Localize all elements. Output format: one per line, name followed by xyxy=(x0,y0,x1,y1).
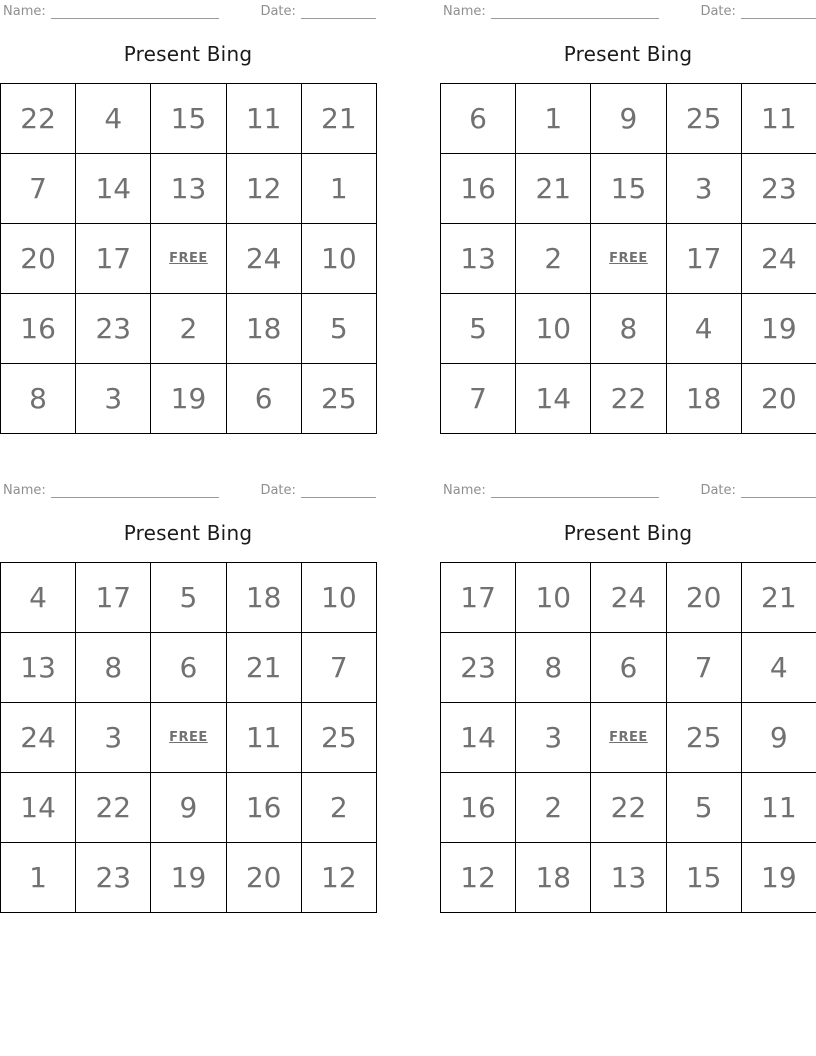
bingo-card-top-right xyxy=(440,0,816,434)
bingo-cell: 11 xyxy=(741,84,816,154)
bingo-cell: 17 xyxy=(441,563,516,633)
bingo-cell: 9 xyxy=(591,84,666,154)
bingo-cell: 7 xyxy=(441,364,516,434)
bingo-cell: 4 xyxy=(76,84,151,154)
bingo-cell: 8 xyxy=(1,364,76,434)
bingo-cell: 6 xyxy=(226,364,301,434)
date-line xyxy=(741,483,816,498)
bingo-cell: 13 xyxy=(441,224,516,294)
bingo-cell: 21 xyxy=(226,633,301,703)
bingo-grid xyxy=(0,83,377,434)
bingo-cell: 16 xyxy=(226,773,301,843)
card-title: Present Bing xyxy=(563,42,693,66)
bingo-cell: 2 xyxy=(516,773,591,843)
bingo-cell: 22 xyxy=(1,84,76,154)
bingo-cell: 21 xyxy=(516,154,591,224)
bingo-row xyxy=(1,703,377,773)
bingo-cell: 24 xyxy=(226,224,301,294)
bingo-row xyxy=(441,154,816,224)
bingo-row xyxy=(441,773,816,843)
name-label: Name: xyxy=(443,483,486,498)
name-line xyxy=(491,483,660,498)
bingo-cell: 25 xyxy=(301,364,376,434)
name-line xyxy=(51,483,220,498)
bingo-cell: 3 xyxy=(76,364,151,434)
date-label: Date: xyxy=(700,483,736,498)
bingo-cell: 11 xyxy=(741,773,816,843)
bingo-cell: 3 xyxy=(76,703,151,773)
card-title: Present Bing xyxy=(123,521,253,545)
bingo-cell: 19 xyxy=(741,294,816,364)
bingo-cell: 4 xyxy=(666,294,741,364)
bingo-row xyxy=(441,563,816,633)
bingo-cell: 9 xyxy=(741,703,816,773)
bingo-row xyxy=(1,563,377,633)
date-label: Date: xyxy=(260,483,296,498)
bingo-cell: 18 xyxy=(226,563,301,633)
bingo-cell: 16 xyxy=(1,294,76,364)
free-cell: FREE xyxy=(151,224,226,294)
bingo-row xyxy=(1,364,377,434)
bingo-cell: 23 xyxy=(741,154,816,224)
bingo-row xyxy=(1,154,377,224)
bingo-cell: 8 xyxy=(516,633,591,703)
bingo-cell: 21 xyxy=(741,563,816,633)
bingo-cell: 11 xyxy=(226,84,301,154)
bingo-cell: 10 xyxy=(516,294,591,364)
bingo-cell: 12 xyxy=(441,843,516,913)
card-title: Present Bing xyxy=(563,521,693,545)
bingo-cell: 8 xyxy=(76,633,151,703)
name-label: Name: xyxy=(3,4,46,19)
bingo-cell: 22 xyxy=(591,364,666,434)
date-line xyxy=(741,4,816,19)
bingo-cell: 25 xyxy=(301,703,376,773)
bingo-cell: 3 xyxy=(666,154,741,224)
bingo-grid xyxy=(440,83,816,434)
bingo-cell: 1 xyxy=(1,843,76,913)
bingo-cell: 1 xyxy=(301,154,376,224)
name-line xyxy=(51,4,220,19)
free-cell: FREE xyxy=(591,703,666,773)
bingo-cell: 13 xyxy=(591,843,666,913)
bingo-cell: 5 xyxy=(151,563,226,633)
bingo-cell: 24 xyxy=(741,224,816,294)
bingo-cell: 17 xyxy=(76,224,151,294)
bingo-cell: 2 xyxy=(301,773,376,843)
date-label: Date: xyxy=(260,4,296,19)
bingo-cell: 12 xyxy=(226,154,301,224)
bingo-cell: 20 xyxy=(1,224,76,294)
bingo-cell: 17 xyxy=(76,563,151,633)
bingo-cell: 4 xyxy=(741,633,816,703)
bingo-row xyxy=(1,84,377,154)
bingo-cell: 22 xyxy=(76,773,151,843)
bingo-cell: 20 xyxy=(666,563,741,633)
bingo-cell: 25 xyxy=(666,84,741,154)
bingo-cell: 8 xyxy=(591,294,666,364)
bingo-cell: 6 xyxy=(151,633,226,703)
bingo-row xyxy=(1,294,377,364)
bingo-cell: 13 xyxy=(1,633,76,703)
bingo-row xyxy=(1,224,377,294)
bingo-cell: 14 xyxy=(76,154,151,224)
bingo-cell: 23 xyxy=(76,294,151,364)
bingo-grid xyxy=(440,562,816,913)
bingo-cell: 11 xyxy=(226,703,301,773)
bingo-cell: 24 xyxy=(1,703,76,773)
bingo-cell: 10 xyxy=(301,224,376,294)
bingo-cell: 21 xyxy=(301,84,376,154)
bingo-cell: 19 xyxy=(741,843,816,913)
bingo-cell: 5 xyxy=(441,294,516,364)
bingo-cell: 2 xyxy=(516,224,591,294)
bingo-cell: 19 xyxy=(151,364,226,434)
bingo-cell: 7 xyxy=(666,633,741,703)
bingo-cell: 12 xyxy=(301,843,376,913)
date-label: Date: xyxy=(700,4,736,19)
bingo-cell: 5 xyxy=(301,294,376,364)
name-label: Name: xyxy=(443,4,486,19)
bingo-cell: 18 xyxy=(226,294,301,364)
bingo-cell: 19 xyxy=(151,843,226,913)
bingo-card-bottom-left xyxy=(0,479,376,913)
bingo-cell: 15 xyxy=(151,84,226,154)
bingo-row xyxy=(1,843,377,913)
name-line xyxy=(491,4,660,19)
bingo-cell: 14 xyxy=(441,703,516,773)
bingo-cell: 14 xyxy=(1,773,76,843)
bingo-cell: 2 xyxy=(151,294,226,364)
bingo-cell: 23 xyxy=(76,843,151,913)
bingo-cell: 6 xyxy=(441,84,516,154)
card-header xyxy=(443,4,816,19)
bingo-card-bottom-right xyxy=(440,479,816,913)
bingo-cell: 16 xyxy=(441,773,516,843)
bingo-cell: 18 xyxy=(666,364,741,434)
bingo-cell: 20 xyxy=(226,843,301,913)
bingo-cell: 7 xyxy=(301,633,376,703)
free-cell: FREE xyxy=(151,703,226,773)
card-header xyxy=(3,483,376,498)
date-line xyxy=(301,483,376,498)
bingo-cell: 17 xyxy=(666,224,741,294)
bingo-row xyxy=(441,364,816,434)
bingo-cell: 24 xyxy=(591,563,666,633)
bingo-row xyxy=(441,843,816,913)
bingo-cell: 6 xyxy=(591,633,666,703)
bingo-cell: 25 xyxy=(666,703,741,773)
bingo-cell: 4 xyxy=(1,563,76,633)
free-cell: FREE xyxy=(591,224,666,294)
date-line xyxy=(301,4,376,19)
bingo-cell: 5 xyxy=(666,773,741,843)
bingo-cell: 10 xyxy=(516,563,591,633)
bingo-cell: 23 xyxy=(441,633,516,703)
bingo-cell: 3 xyxy=(516,703,591,773)
bingo-cell: 22 xyxy=(591,773,666,843)
bingo-card-top-left xyxy=(0,0,376,434)
card-header xyxy=(443,483,816,498)
bingo-row xyxy=(441,224,816,294)
bingo-cell: 1 xyxy=(516,84,591,154)
card-title: Present Bing xyxy=(123,42,253,66)
bingo-cell: 20 xyxy=(741,364,816,434)
bingo-row xyxy=(441,633,816,703)
bingo-cell: 18 xyxy=(516,843,591,913)
bingo-grid xyxy=(0,562,377,913)
bingo-row xyxy=(441,703,816,773)
bingo-row xyxy=(1,633,377,703)
bingo-row xyxy=(441,84,816,154)
bingo-cell: 9 xyxy=(151,773,226,843)
bingo-cell: 16 xyxy=(441,154,516,224)
bingo-cell: 14 xyxy=(516,364,591,434)
bingo-row xyxy=(441,294,816,364)
bingo-cell: 15 xyxy=(591,154,666,224)
bingo-row xyxy=(1,773,377,843)
name-label: Name: xyxy=(3,483,46,498)
bingo-cell: 7 xyxy=(1,154,76,224)
card-header xyxy=(3,4,376,19)
bingo-cell: 15 xyxy=(666,843,741,913)
bingo-cell: 10 xyxy=(301,563,376,633)
bingo-cell: 13 xyxy=(151,154,226,224)
